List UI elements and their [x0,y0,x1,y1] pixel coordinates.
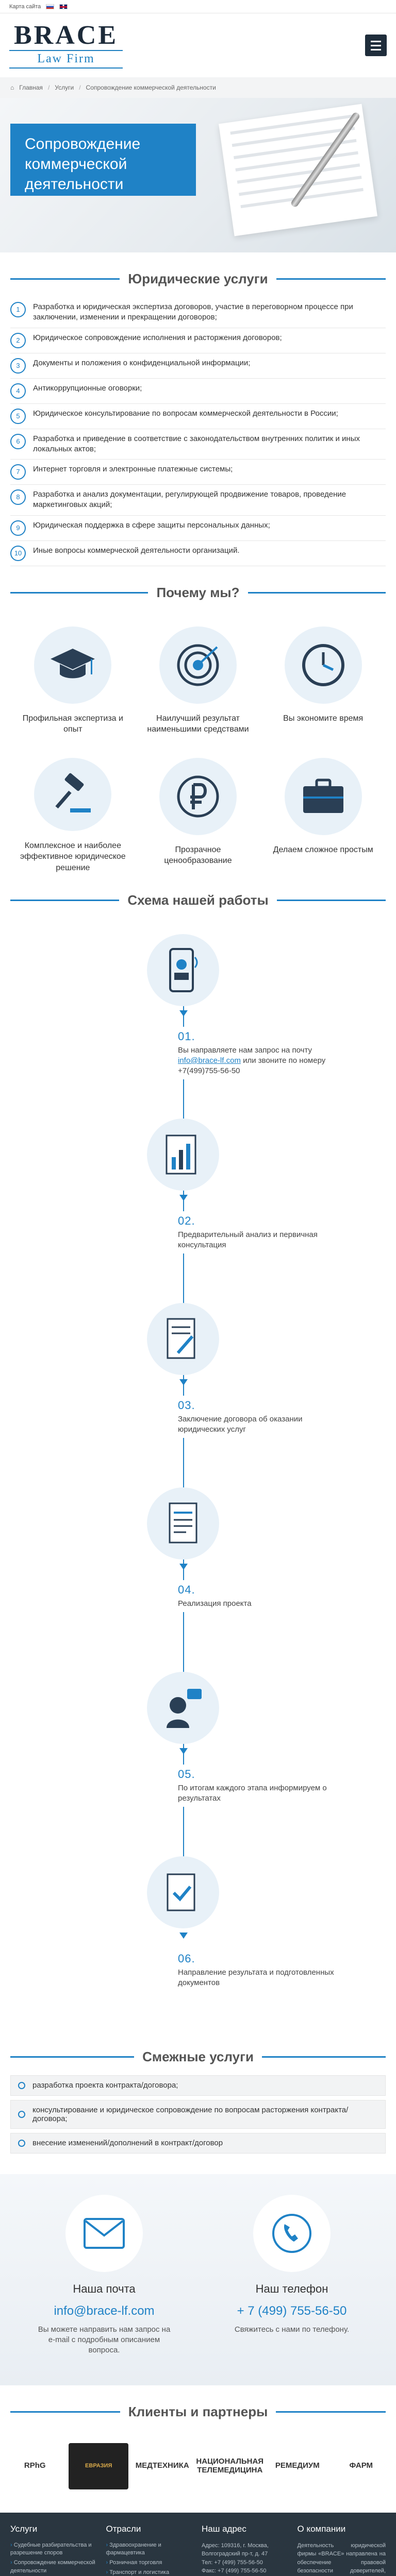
top-bar [0,0,396,13]
step-description: Заключение договора об оказании юридических услуг [178,1414,303,1434]
item-text: Юридическое консультирование по вопросам коммерческой деятельности в России; [33,409,338,418]
why-item [10,742,136,874]
step-description: Реализация проекта [178,1599,252,1608]
list-item [10,297,386,328]
mail-title: Наша почта [73,2282,136,2295]
item-text: Разработка и приведение в соответствие с законодательством внутренних политик и иных локальных актов; [33,434,360,453]
phone-request-icon [147,934,219,1006]
item-number: 4 [10,383,26,399]
phone-title: Наш телефон [255,2282,328,2295]
scheme-step [0,1108,396,1293]
phone-link[interactable]: + 7 (499) 755-56-50 [237,2303,347,2318]
step-number: 04. [178,1583,195,1596]
arrow-down-icon [179,1748,188,1754]
partners-row [0,2430,396,2513]
footer-industry-link[interactable]: › Транспорт и логистика [106,2569,195,2576]
why-item [260,742,386,874]
item-text: Антикоррупционные оговорки; [33,383,142,393]
arrow-down-icon [179,1195,188,1201]
mail-link[interactable]: info@brace-lf.com [54,2303,155,2318]
item-text: Документы и положения о конфиденциальной информации; [33,358,251,367]
analysis-chart-icon [147,1118,219,1191]
legal-services-list [0,297,396,566]
project-document-icon [147,1487,219,1560]
item-text: Иные вопросы коммерческой деятельности организаций. [33,546,240,555]
about-text: Деятельность юридической фирмы «BRACE» направлена на обеспечение правовой безопасности доверителей, [297,2542,386,2574]
why-item [136,742,261,874]
footer-service-link[interactable]: › Судебные разбирательства и разрешение споров [10,2541,99,2558]
flag-en-icon[interactable] [59,4,68,9]
footer-industries-title: Отрасли [106,2523,141,2534]
arrow-down-icon [179,1379,188,1385]
target-icon [159,626,237,704]
bullet-icon [18,2111,25,2118]
step-text [178,1765,343,1807]
scheme-step [0,1846,396,2030]
footer-industries-list [106,2541,195,2576]
footer-address: Наш адрес Адрес: 109316, г. Москва, Волгоградский пр-т, д. 47 Тел: +7 (499) 755-56-50 Факс: +7 (499) 755-56-50 [202,2524,290,2576]
why-label: Комплексное и наиболее эффективное юридическое решение [20,841,126,872]
why-label: Делаем сложное простым [273,845,373,854]
bullet-icon [18,2140,25,2147]
item-number: 6 [10,434,26,449]
phone-icon [253,2195,331,2272]
related-service-item[interactable] [10,2100,386,2129]
contacts-section [0,2174,396,2385]
item-number: 8 [10,489,26,505]
flag-ru-icon[interactable] [46,4,54,9]
arrow-down-icon [179,1564,188,1570]
ruble-icon [159,758,237,835]
fax-text: +7 (499) 755-56-50 [218,2568,267,2574]
list-item [10,353,386,379]
item-number: 10 [10,546,26,561]
why-label: Профильная экспертиза и опыт [22,714,123,734]
logo-sub: Law Firm [9,50,123,68]
hamburger-icon [371,41,381,42]
why-item [10,611,136,742]
arrow-down-icon [179,1933,188,1939]
footer-about-title: О компании [297,2523,346,2534]
why-label: Прозрачное ценообразование [164,845,232,866]
step-description [178,1045,339,1077]
related-service-item[interactable] [10,2133,386,2154]
related-title: Смежные услуги [10,2049,386,2065]
envelope-icon [65,2195,143,2272]
footer-services-list [10,2541,99,2576]
progress-report-icon [147,1672,219,1744]
breadcrumb-services[interactable]: Услуги [55,84,74,91]
list-item [10,404,386,429]
step-description: Направление результата и подготовленных документов [178,1968,334,1987]
logo-main: BRACE [13,21,119,50]
item-number: 5 [10,409,26,424]
clock-icon [285,626,362,704]
partner-logo[interactable]: RPhG [24,2461,46,2470]
related-service-item[interactable] [10,2075,386,2096]
graduation-cap-icon [34,626,111,704]
breadcrumb: ⌂ Главная / Услуги / Сопровождение коммерческой деятельности [0,77,396,98]
partner-logo[interactable]: ФАРМ [349,2461,373,2470]
why-label: Вы экономите время [283,714,364,723]
scheme-title: Схема нашей работы [10,892,386,908]
list-item [10,485,386,516]
step-email-link[interactable]: info@brace-lf.com [178,1056,241,1065]
step-text [178,1580,343,1612]
address-text: 109316, г. Москва, Волгоградский пр-т, д. 47 [202,2542,269,2557]
briefcase-icon [285,758,362,835]
breadcrumb-home[interactable]: Главная [19,84,43,91]
hero-banner [0,98,396,252]
footer-services-title: Услуги [10,2523,38,2534]
step-text [178,1027,343,1080]
why-title: Почему мы? [10,585,386,601]
partners-title: Клиенты и партнеры [10,2404,386,2420]
menu-button[interactable] [365,35,387,56]
list-item [10,541,386,566]
item-text: Юридическое сопровождение исполнения и расторжения договоров; [33,333,282,342]
step-text-after: или звоните по номеру +7(499)755-56-50 [178,1056,326,1075]
hero-title: Сопровождение коммерческой деятельности [10,124,196,196]
footer-address-title: Наш адрес [202,2523,246,2534]
item-text: Интернет торговля и электронные платежные системы; [33,465,233,473]
item-number: 3 [10,358,26,374]
item-text: Разработка и юридическая экспертиза договоров, участие в переговорном процессе при заключении, изменении и прекращении договоров; [33,302,353,322]
logo[interactable] [9,22,123,68]
site-footer [0,2513,396,2576]
item-number: 7 [10,464,26,480]
footer-service-link[interactable]: › Сопровождение коммерческой деятельности [10,2559,99,2575]
scheme-step [0,924,396,1108]
scheme-step [0,1293,396,1477]
item-number: 2 [10,333,26,348]
partner-logo[interactable]: РЕМЕДИУМ [275,2461,320,2470]
footer-industry-link[interactable]: › Здравоохранение и фармацевтика [106,2541,195,2558]
sitemap-link[interactable]: Карта сайта [9,3,41,10]
why-item [260,611,386,742]
phone-contact [198,2195,386,2365]
item-number: 1 [10,302,26,317]
phone-note: Свяжитесь с нами по телефону. [234,2325,350,2334]
footer-industry-link[interactable]: › Розничная торговля [106,2559,195,2567]
scheme-step [0,1662,396,1846]
step-number: 01. [178,1029,195,1043]
item-text: Разработка и анализ документации, регулирующей продвижение товаров, проведение маркетинговых акций; [33,490,346,510]
step-number: 02. [178,1214,195,1227]
tel-text[interactable]: +7 (499) 755-56-50 [214,2559,263,2566]
why-grid [0,611,396,874]
result-delivery-icon [147,1856,219,1928]
step-number: 06. [178,1952,195,1965]
step-text-before: Вы направляете нам запрос на почту [178,1045,312,1055]
arrow-down-icon [179,1010,188,1016]
partner-logo[interactable]: ЕВРАЗИЯ [69,2443,128,2489]
related-service-text: разработка проекта контракта/договора; [32,2081,178,2090]
related-services [0,2075,396,2154]
item-number: 9 [10,520,26,536]
list-item [10,429,386,460]
legal-services-title: Юридические услуги [10,271,386,287]
home-icon[interactable]: ⌂ [10,84,14,91]
list-item [10,379,386,404]
item-text: Юридическая поддержка в сфере защиты персональных данных; [33,520,270,530]
contract-sign-icon [147,1303,219,1375]
breadcrumb-current: Сопровождение коммерческой деятельности [86,84,216,91]
step-text [178,1949,343,1992]
footer-industries [106,2524,195,2576]
footer-about [298,2524,386,2576]
step-number: 05. [178,1767,195,1781]
site-header [0,13,396,77]
footer-services [10,2524,99,2576]
step-description: Предварительный анализ и первичная консультация [178,1230,318,1249]
related-service-text: консультирование и юридическое сопровождение по вопросам расторжения контракта/ договора; [32,2105,349,2123]
list-item [10,460,386,485]
step-text [178,1396,343,1438]
scheme-step [0,1477,396,1662]
gavel-icon [34,758,111,831]
why-label: Наилучший результат наименьшими средствами [147,714,249,734]
partner-logo[interactable]: МЕДТЕХНИКА [135,2461,189,2470]
list-item [10,328,386,353]
list-item [10,516,386,541]
mail-note: Вы можете направить нам запрос на e-mail с подробным описанием вопроса. [38,2325,171,2354]
why-item [136,611,261,742]
step-text [178,1211,343,1254]
mail-contact [10,2195,198,2365]
step-number: 03. [178,1398,195,1412]
related-service-text: внесение изменений/дополнений в контракт/договор [32,2139,223,2147]
partner-logo[interactable]: НАЦИОНАЛЬНАЯ ТЕЛЕМЕДИЦИНА [196,2457,264,2475]
bullet-icon [18,2082,25,2089]
work-scheme [0,919,396,2030]
step-description: По итогам каждого этапа информируем о результатах [178,1783,327,1803]
